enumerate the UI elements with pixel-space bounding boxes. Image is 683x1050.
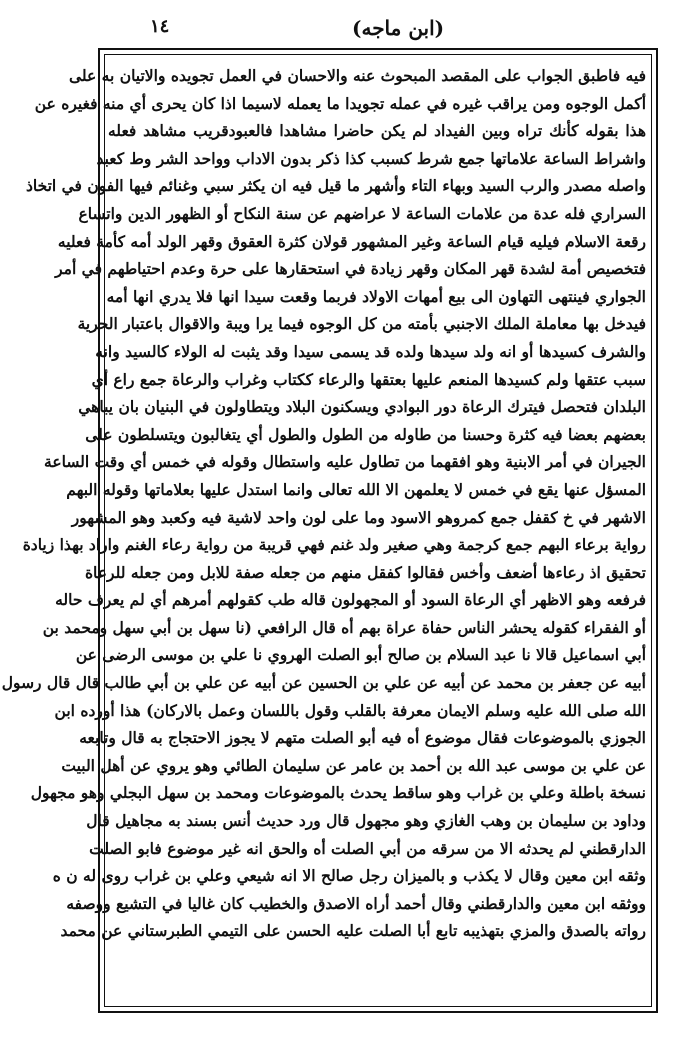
text-line: الجوزي بالموضوعات فقال موضوع أه فيه أبو الصلت متهم لا يجوز الاحتجاج به قال وتابعه <box>79 728 646 748</box>
text-line: أكمل الوجوه ومن يراقب غيره في عمله تجويدا ما يعمله لاسيما اذا كان يحرى أي منه فغيره عن <box>34 93 646 113</box>
text-line: فرفعه وهو الاظهر أي الرعاة السود أو المجهولون قاله طب كقولهم أمرهم أي لم يعرف حاله <box>55 590 646 610</box>
page-header <box>0 14 683 50</box>
text-line: هذا بقوله كأنك تراه وبين الفيداد لم يكن حاضرا مشاهدا فالعبودقريب مشاهد فعله <box>108 121 646 141</box>
text-line: بعضهم بعضا فيه كثرة وحسنا من طاوله من الطول والطول أي يتغالبون ويتسلطون على <box>85 424 646 444</box>
running-title: (ابن ماجه) <box>352 16 445 40</box>
text-line: فيه فاطبق الجواب على المقصد المبحوث عنه والاحسان في العمل تجويده والاتيان به على <box>68 66 646 85</box>
text-line: واصله مصدر والرب السيد وبهاء التاء وأشهر ما قيل فيه ان يكثر سبي وغنائم فيها الفون في اتخاذ <box>25 176 646 196</box>
text-line: الدارقطني لم يحدثه الا من سرقه من أبي الصلت أه والحق انه غير موضوع فابو الصلت <box>89 838 646 858</box>
text-line: سبب عتقها ولم كسيدها المنعم عليها بعتقها والرعاء ككتاب وغراب والرعاة جمع راع أي <box>91 369 646 389</box>
text-line: تحقيق اذ رعاءها أضعف وأخس فقالوا كفقل منهم من جعله صفة للابل ومن جعله للرعاة <box>84 562 646 582</box>
text-line: وثقه ابن معين وقال لا يكذب و بالميزان رجل صالح الا انه شيعي وعلي بن غراب روى له ن ه <box>52 866 646 886</box>
text-line: عن علي بن موسى عبد الله بن أحمد بن عامر عن سليمان الطائي وهو يروي عن أهل البيت <box>61 755 646 775</box>
text-line: فيدخل بها معاملة الملك الاجنبي بأمته من كل الوجوه فيما يرا ويبة والاقوال باعتبار الحرية <box>77 314 646 334</box>
text-line: رقعة الاسلام فيليه قيام الساعة وغير المشهور قولان كثرة العقوق وقهر الولد أمه كأمة فعليه <box>57 231 646 251</box>
text-line: الله صلى الله عليه وسلم الايمان معرفة بالقلب وقول باللسان وعمل بالاركان) هذا أورده ابن <box>54 700 646 720</box>
text-line: الجيران في أمر الابنية وهو افقهما من تطاول عليه واستطال وقوله في خمس أي وقت الساعة <box>44 452 646 472</box>
text-line: أو الفقراء كقوله يحشر الناس حفاة عراة بهم أه قال الرافعي (نا سهل بن أبي سهل ومحمد بن <box>42 617 646 637</box>
text-line: رواته بالصدق والمزي بتهذيبه تابع أبا الصلت عليه الحسن على التيمي الطبرستاني عن محمد <box>60 921 646 941</box>
text-line: الجواري فينتهى التهاون الى بيع أمهات الاولاد فربما وقعت سيدا انها فلا يدري انها أمه <box>106 286 646 306</box>
text-line: المسؤل عنها يقع في خمس لا يعلمهن الا الله تعالى وانما استدل عليها بعلاماتها وقوله البهم <box>66 479 646 499</box>
text-line: رواية برعاء البهم جمع كرجمة وهي صغير ولد غنم فهي قريبة من رواية رعاء الغنم واراد بهذا زيادة <box>22 535 646 555</box>
body-text <box>1 62 646 1002</box>
page-number: ١٤ <box>150 16 170 37</box>
text-line: واشراط الساعة علاماتها جمع شرط كسبب كذا ذكر بدون الاداب وواحد الشر وط كعبد <box>96 148 646 168</box>
text-line: نسخة باطلة وعلي بن غراب وهو ساقط يحدث بالموضوعات ومحمد بن سهل البجلي وهو مجهول <box>30 783 646 803</box>
text-line: والشرف كسيدها أو انه ولد سيدها ولده قد يسمى سيدا وقد يثبت له الولاء كالسيد وانه <box>95 341 646 361</box>
text-line: البلدان فتحصل فيترك الرعاة دور البوادي ويسكنون البلاد ويتطاولون في البنيان بان يباهي <box>78 397 646 417</box>
text-line: أبيه عن جعفر بن محمد عن أبيه عن علي بن الحسين عن أبيه عن علي بن أبي طالب قال قال رسول <box>1 673 646 693</box>
text-line: وداود بن سليمان بن وهب الغازي وهو مجهول قال ورد حديث أنس بسند به مجاهيل قال <box>86 811 646 831</box>
text-line: السراري فله عدة من علامات الساعة لا عراضهم عن سنة النكاح أو الظهور الدين واتساع <box>78 203 646 223</box>
text-line: ووثقه ابن معين والدارقطني وقال أحمد أراه الاصدق والخطيب كان غاليا في التشيع ووصفه <box>66 893 646 913</box>
text-line: أبي اسماعيل قالا نا عبد السلام بن صالح أبو الصلت الهروي نا علي بن موسى الرضى عن <box>75 645 646 665</box>
text-line: فتخصيص أمة لشدة قهر المكان وقهر زيادة في استحقارها على حرة وعدم احتياطهم في أمر <box>55 259 646 279</box>
text-line: الاشهر في خ كقفل جمع كمروهو الاسود وما على لون واحد لاشية فيه وكعبد وهو المشهور <box>71 507 646 527</box>
